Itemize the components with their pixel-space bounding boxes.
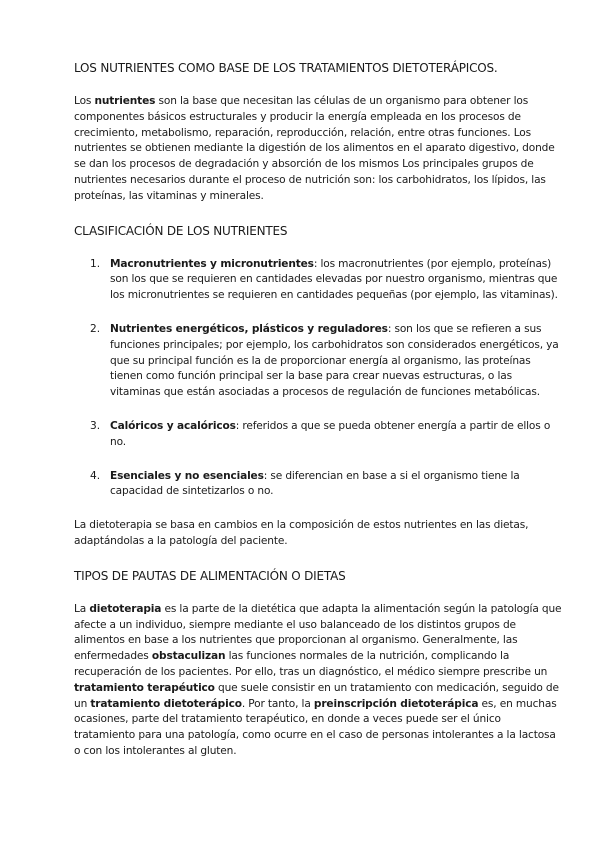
final-paragraph: [74, 602, 562, 760]
list-term: Macronutrientes y micronutrientes: [110, 257, 314, 270]
final-s3: las funciones normales de la nutrición, complicando la recuperación de los pacientes. Por ello, tras un diagnóstico, el médico siempre prescribe un: [74, 650, 548, 678]
final-b3: tratamiento terapéutico: [74, 681, 215, 694]
list-term: Esenciales y no esenciales: [110, 469, 264, 482]
final-b4: tratamiento dietoterápico: [90, 697, 242, 710]
list-item: [74, 257, 562, 304]
list-item: [74, 419, 562, 451]
dietoterapia-summary: La dietoterapia se basa en cambios en la composición de estos nutrientes en las dietas, adaptándolas a la patología del paciente.: [74, 519, 529, 547]
classification-heading: CLASIFICACIÓN DE LOS NUTRIENTES: [74, 223, 288, 238]
main-heading: LOS NUTRIENTES COMO BASE DE LOS TRATAMIENTOS DIETOTERÁPICOS.: [74, 61, 498, 75]
document-page: [74, 60, 562, 760]
final-s4: que suele consistir en un tratamiento con medicación, seguido de un: [74, 681, 559, 710]
final-s5: . Por tanto, la: [241, 697, 314, 710]
intro-bold-term: nutrientes: [94, 95, 156, 107]
list-number: 3.: [90, 419, 101, 432]
list-text: : se diferencian en base a si el organismo tiene la capacidad de sintetizarlos o no.: [110, 469, 520, 498]
final-b5: preinscripción dietoterápica: [313, 697, 479, 710]
list-number: 2.: [90, 322, 101, 335]
final-s6: es, en muchas ocasiones, parte del tratamiento terapéutico, en donde a veces puede ser el único tratamiento para una patología, como ocurre en el caso de personas intolerantes a la lactosa o con los intolerantes al gluten.: [74, 697, 557, 757]
list-item: [74, 469, 562, 501]
tipos-heading: TIPOS DE PAUTAS DE ALIMENTACIÓN O DIETAS: [74, 568, 346, 583]
list-text: : referidos a que se pueda obtener energía a partir de ellos o no.: [110, 419, 551, 448]
list-text: : son los que se refieren a sus funciones principales; por ejemplo, los carbohidratos son considerados energéticos, ya que su principal función es la de proporcionar energía al organismo, las proteínas tienen como función principal ser la base para crear nuevas estructuras, o las vitaminas que están asociadas a procesos de regulación de funciones metabólicas.: [110, 322, 559, 399]
intro-paragraph: [74, 94, 562, 205]
list-term: Calóricos y acalóricos: [110, 419, 236, 432]
list-term: Nutrientes energéticos, plásticos y reguladores: [110, 322, 388, 335]
list-number: 4.: [90, 469, 101, 482]
list-number: 1.: [90, 257, 101, 270]
final-s1: La: [74, 602, 90, 615]
list-text: : los macronutrientes (por ejemplo, proteínas) son los que se requieren en cantidades elevadas por nuestro organismo, mientras que los micronutrientes se requieren en cantidades pequeñas (por ejemplo, las vitaminas).: [110, 257, 558, 302]
final-b1: dietoterapia: [89, 602, 162, 615]
final-b2: obstaculizan: [151, 650, 226, 663]
list-item: [74, 322, 562, 401]
intro-lead: Los: [74, 95, 95, 107]
final-s2: es la parte de la dietética que adapta la alimentación según la patología que afecte a un individuo, siempre mediante el uso balanceado de los distintos grupos de alimentos en base a los nutrientes que proporcionan al organismo. Generalmente, las enfermedades: [74, 602, 562, 663]
intro-rest: son la base que necesitan las células de un organismo para obtener los componentes básicos estructurales y producir la energía empleada en los procesos de crecimiento, metabolismo, reparación, reproducción, relación, entre otras funciones. Los nutrientes se obtienen mediante la digestión de los alimentos en el aparato digestivo, donde se dan los procesos de degradación y absorción de los mismos Los principales grupos de nutrientes necesarios durante el proceso de nutrición son: los carbohidratos, los lípidos, las proteínas, las vitaminas y minerales.: [74, 95, 555, 202]
classification-list: [74, 257, 562, 501]
